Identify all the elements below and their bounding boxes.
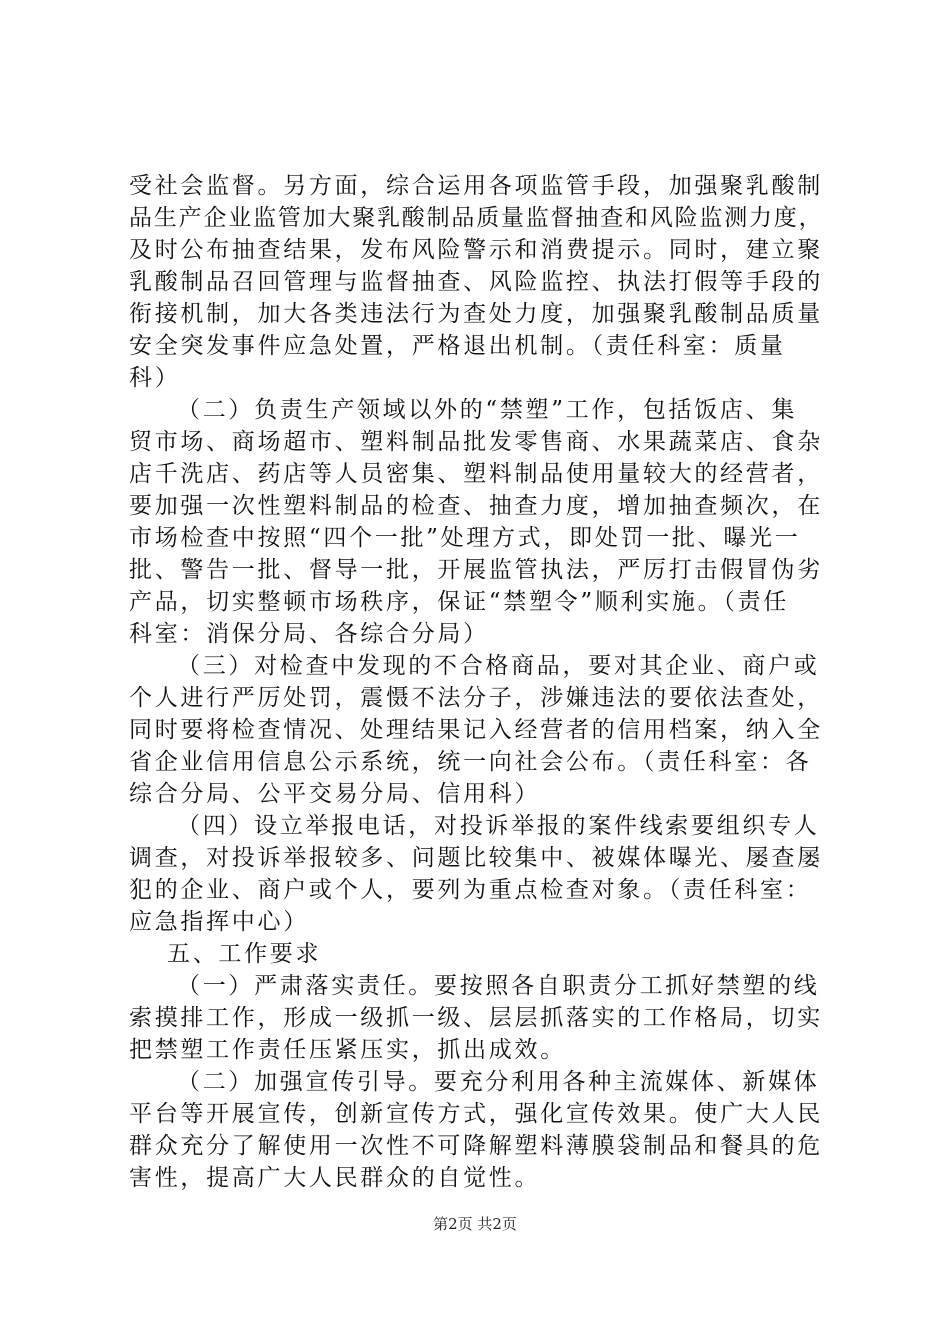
text-line: （四）设立举报电话，对投诉举报的案件线索要组织专人	[177, 813, 820, 839]
text-line: （三）对检查中发现的不合格商品，要对其企业、商户或	[177, 653, 820, 679]
text-line: 批、警告一批、督导一批，开展监管执法，严厉打击假冒伪劣	[129, 557, 823, 583]
text-line: 索摸排工作，形成一级抓一级、层层抓落实的工作格局，切实	[129, 1005, 823, 1031]
text-line: 产品，切实整顿市场秩序，保证“禁塑令”顺利实施。（责任	[129, 589, 789, 615]
text-line: 科）	[129, 365, 181, 391]
document-body	[129, 170, 829, 1194]
text-line: 害性，提高广大人民群众的自觉性。	[129, 1165, 541, 1191]
text-line: 调查，对投诉举报较多、问题比较集中、被媒体曝光、屡查屡	[129, 845, 823, 871]
text-line: 省企业信用信息公示系统，统一向社会公布。（责任科室：各	[129, 749, 812, 775]
text-line: 犯的企业、商户或个人，要列为重点检查对象。（责任科室：	[129, 877, 812, 903]
text-line: 把禁塑工作责任压紧压实，抓出成效。	[129, 1037, 566, 1063]
text-line: 受社会监督。另方面，综合运用各项监管手段，加强聚乳酸制	[129, 173, 823, 199]
text-line: 及时公布抽查结果，发布风险警示和消费提示。同时，建立聚	[129, 237, 823, 263]
text-line: 衔接机制，加大各类违法行为查处力度，加强聚乳酸制品质量	[129, 301, 823, 327]
text-line: 店千洗店、药店等人员密集、塑料制品使用量较大的经营者，	[129, 461, 823, 487]
section-heading: 五、工作要求	[167, 941, 322, 967]
text-line: 安全突发事件应急处置，严格退出机制。（责任科室：质量	[129, 333, 786, 359]
text-line: （一）严肃落实责任。要按照各自职责分工抓好禁塑的线	[177, 973, 820, 999]
text-line: 乳酸制品召回管理与监督抽查、风险监控、执法打假等手段的	[129, 269, 823, 295]
text-line: （二）负责生产领域以外的“禁塑”工作，包括饭店、集	[177, 397, 798, 423]
text-line: 个人进行严厉处罚，震慑不法分子，涉嫌违法的要依法查处，	[129, 685, 823, 711]
text-line: （二）加强宣传引导。要充分利用各种主流媒体、新媒体	[177, 1069, 820, 1095]
text-line: 综合分局、公平交易分局、信用科）	[129, 781, 541, 807]
text-line: 平台等开展宣传，创新宣传方式，强化宣传效果。使广大人民	[129, 1101, 823, 1127]
text-line: 要加强一次性塑料制品的检查、抽查力度，增加抽查频次，在	[129, 493, 823, 519]
text-line: 同时要将检查情况、处理结果记入经营者的信用档案，纳入全	[129, 717, 823, 743]
text-line: 品生产企业监管加大聚乳酸制品质量监督抽查和风险监测力度，	[129, 205, 824, 231]
text-line: 市场检查中按照“四个一批”处理方式，即处罚一批、曝光一	[129, 525, 801, 551]
text-line: 科室：消保分局、各综合分局）	[129, 621, 489, 647]
text-line: 群众充分了解使用一次性不可降解塑料薄膜袋制品和餐具的危	[129, 1133, 823, 1159]
text-line: 贸市场、商场超市、塑料制品批发零售商、水果蔬菜店、食杂	[129, 429, 823, 455]
text-line: 应急指挥中心）	[129, 909, 309, 935]
page-number-footer: 第2页 共2页	[433, 1215, 517, 1233]
